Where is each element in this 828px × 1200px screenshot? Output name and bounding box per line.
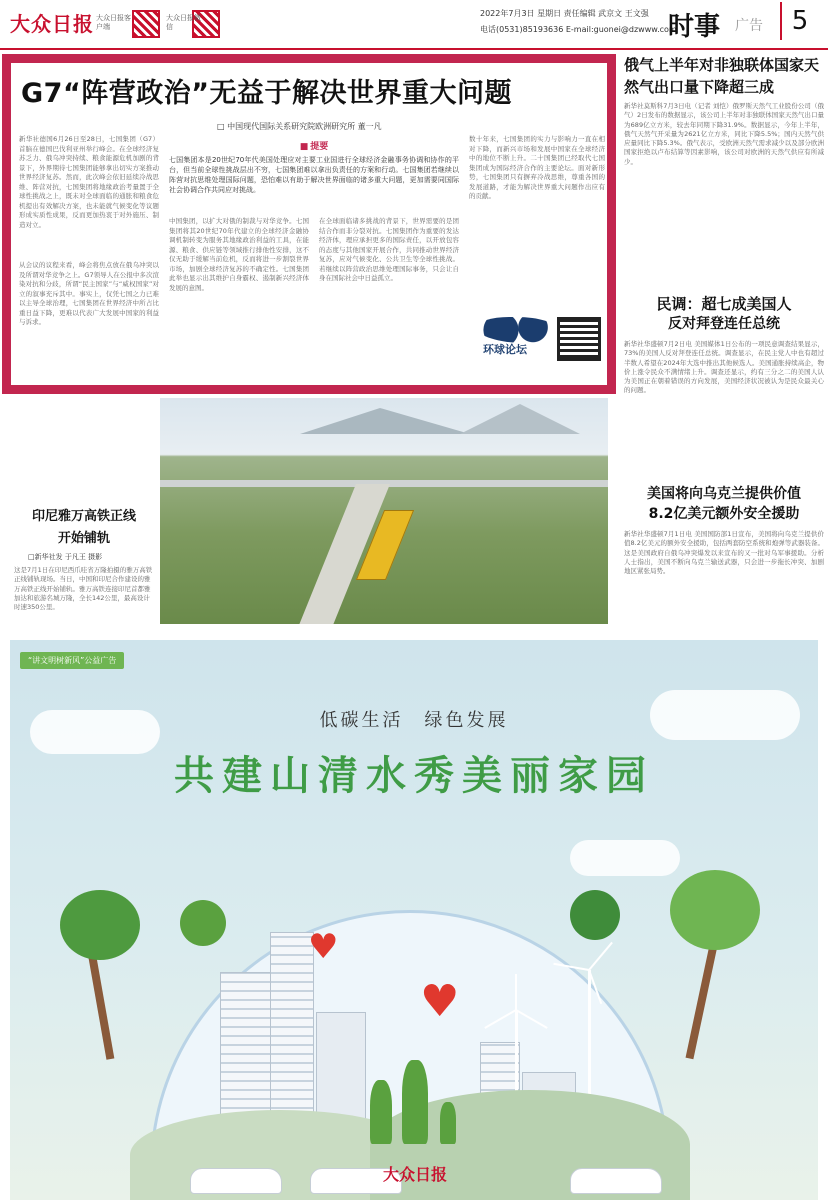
rail-caption: 这是7月1日在印尼西爪哇省万隆拍摄的雅万高铁正线铺轨现场。当日，中国和印尼合作建设的雅万高铁正线开始铺轨。雅万高铁连接印尼首都雅加达和旅游名城万隆，全长142公里，最高设计时速350公里。 — [14, 566, 153, 612]
heart-icon: ♥ — [420, 976, 460, 1027]
tree-icon — [570, 890, 620, 940]
article-column-2: 中国集团，以扩大对俄的制裁与对华竞争。七国集团将其20世纪70年代建立的全球经济金融协调机制转变为服务其地缘政治利益的工具，在能源、粮食、供应链等领域推行排他性安排，这不仅无助于缓解当前危机，反而将进一步割裂世界市场，加剧全球经济复苏的不确定性。七国集团此举也显示出其维护自身霸权、遏制新兴经济体发展的意图。 — [169, 217, 309, 292]
news-body-gas: 新华社莫斯科7月3日电（记者 刘恺）俄罗斯天然气工业股份公司（俄气）2日发布的数据显示，该公司上半年对非独联体国家天然气出口量为689亿立方米，较去年同期下降31.9%。数据显示，今年上半年，俄气天然气开采量为2621亿立方米，同比下降5.5%；国内天然气供应量同比下降5.3%。俄气表示，受欧洲天然气需求减少以及部分欧洲国家拒绝以卢布结算等因素影响，该公司对欧洲的天然气供应有所减少。 — [624, 102, 824, 166]
lead-headline[interactable]: G7“阵营政治”无益于解决世界重大问题 — [21, 78, 512, 109]
article-column-4: 数十年来，七国集团的实力与影响力一直在相对下降，而新兴市场和发展中国家在全球经济中的地位不断上升。二十国集团已经取代七国集团成为国际经济合作的主要论坛。面对新形势，七国集团只有摒弃冷战思维，尊重各国的发展道路，才能为解决世界重大问题作出应有的贡献。 — [469, 135, 605, 200]
rail-headline-line2: 开始铺轨 — [57, 531, 110, 546]
ad-category-badge: “讲文明树新风”公益广告 — [20, 652, 124, 669]
article-column-1b: 从会议的议程来看，峰会将焦点放在俄乌冲突以及所谓对华竞争之上。G7领导人在公报中多次渲染对抗和分歧，所谓“民主国家”与“威权国家”对立的叙事充斥其中。事实上，仅凭七国之力已难以主导全球治理，七国集团在世界经济中所占比重日益下降，更难以代表广大发展中国家的利益与诉求。 — [19, 261, 159, 389]
rail-byline: □新华社发 于凡王 摄影 — [28, 553, 103, 561]
ad-tag: 广告 — [735, 18, 763, 34]
rail-headline-line1: 印尼雅万高铁正线 — [31, 509, 136, 524]
newspaper-logo: 大众日报 — [10, 12, 94, 36]
news-subheadline-aid[interactable]: 8.2亿美元额外安全援助 — [648, 506, 800, 522]
lead-article-highlight[interactable] — [2, 54, 616, 394]
tree-icon — [670, 870, 760, 950]
article-column-1: 新华社德国6月26日至28日，七国集团（G7）首脑在德国巴伐利亚州举行峰会。在全球经济复苏乏力、俄乌冲突持续、粮食能源危机加剧的背景下，外界期待七国集团能够拿出切实方案推动世界经济复苏。然而，此次峰会依旧延续冷战思维、阵营对抗，七国集团将地缘政治考量置于全球性挑战之上，既未对全球面临的通胀和粮食危机提出有效解决方案，也未能就气候变化等议题形成实质性成果，反而更加热衷于对外施压、制造对立。 — [19, 135, 159, 229]
tree-icon — [60, 890, 140, 960]
lead-byline: □ 中国现代国际关系研究院欧洲研究所 董一凡 — [217, 122, 382, 131]
abstract-box — [169, 139, 459, 211]
qr-left-label: 大众日报客户端 — [96, 14, 131, 31]
person-silhouette — [440, 1102, 456, 1144]
huanqiu-label: 环球论坛 — [483, 343, 527, 356]
news-subheadline-poll[interactable]: 反对拜登连任总统 — [668, 316, 780, 332]
news-headline-poll[interactable]: 民调：超七成美国人 — [656, 295, 792, 313]
turbine-blade — [588, 942, 613, 971]
qr-code-icon — [132, 10, 160, 38]
issue-meta: 2022年7月3日 星期日 责任编辑 武京文 王文强 — [480, 9, 649, 18]
news-headline-aid[interactable]: 美国将向乌克兰提供价值 — [647, 486, 801, 502]
ad-main-title: 共建山清水秀美丽家园 — [174, 753, 654, 799]
turbine-blade — [515, 974, 517, 1010]
rail-headline[interactable] — [14, 506, 154, 550]
right-column — [624, 54, 824, 630]
tree-icon — [180, 900, 226, 946]
news-body-poll: 新华社华盛顿7月2日电 美国媒体1日公布的一项民意调查结果显示，73%的美国人反对拜登连任总统。调查显示，在民主党人中也有超过半数人希望在2024年大选中推出其他候选人。美国通胀持续高企，物价上涨令民众不满情绪上升。调查还显示，约有三分之二的美国人认为美国正在朝着错误的方向发展，美国经济状况被认为是民众最关心的问题。 — [624, 340, 824, 395]
person-silhouette — [402, 1060, 428, 1144]
public-service-ad — [10, 640, 818, 1200]
news-body-aid: 新华社华盛顿7月1日电 美国国防部1日宣布，美国将向乌克兰提供价值8.2亿美元的额外安全援助，包括两套防空系统和炮弹等武器装备。这是美国政府自俄乌冲突爆发以来宣布的又一批对乌军事援助。分析人士指出，美国不断向乌克兰输送武器，只会进一步拖长冲突、加剧地区紧张局势。 — [624, 530, 824, 576]
world-map-icon — [477, 317, 557, 343]
qr-right-label: 大众日报微信 — [166, 14, 201, 31]
mountain-shape — [300, 408, 470, 434]
heart-icon: ♥ — [308, 927, 339, 967]
article-column-3: 在全球面临诸多挑战的背景下，世界需要的是团结合作而非分裂对抗。七国集团作为重要的发达经济体，理应承担更多的国际责任，以开放包容的态度与其他国家开展合作，共同推动世界经济复苏，应对气候变化、公共卫生等全球性挑战。若继续以阵营政治思维处理国际事务，只会让自身在国际社会中日益孤立。 — [319, 217, 459, 282]
ad-footer-logo: 大众日报 — [382, 1165, 447, 1184]
abstract-text: 七国集团本是20世纪70年代美国处理应对主要工业国进行全球经济金融事务协调和协作的平台，但当前全球性挑战层出不穷，七国集团难以拿出负责任的方案和行动。七国集团若继续以阵营对抗思维处理国际问题，恐怕难以有助于解决世界面临的诸多重大问题，更加需要同国际社会协调合作共同应对挑战。 — [169, 156, 459, 194]
page-number: 5 — [780, 2, 818, 40]
masthead — [0, 0, 828, 50]
cloud-shape — [570, 840, 680, 876]
ad-slogan: 低碳生活 绿色发展 — [319, 710, 509, 731]
rail-photo — [160, 398, 608, 624]
person-silhouette — [370, 1080, 392, 1144]
car-icon — [190, 1168, 282, 1194]
huanqiu-forum-badge — [477, 317, 557, 357]
news-headline-gas[interactable]: 俄气上半年对非独联体国家天然气出口量下降超三成 — [624, 56, 820, 96]
qr-code-icon — [557, 317, 601, 361]
section-title: 时事 — [668, 12, 721, 42]
mountain-shape — [460, 404, 580, 434]
abstract-heading: ■ 提要 — [169, 139, 459, 152]
contact-meta: 电话(0531)85193636 E-mail:guonei@dzwww.com — [480, 25, 677, 34]
car-icon — [570, 1168, 662, 1194]
